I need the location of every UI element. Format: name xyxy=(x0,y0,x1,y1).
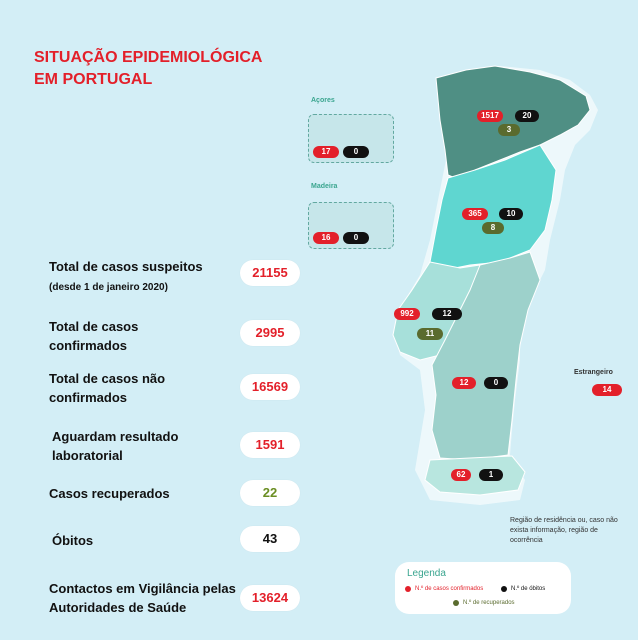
stat-label-aguardam: Aguardam resultado laboratorial xyxy=(52,429,179,463)
region-note: Região de residência ou, caso não exista informação, região de ocorrência xyxy=(510,517,618,544)
acores-confirmed-badge: 17 xyxy=(313,146,339,158)
algarve-confirmed-badge: 62 xyxy=(451,469,471,481)
algarve-deaths-badge: 1 xyxy=(479,469,503,481)
title-line-1: SITUAÇÃO EPIDEMIOLÓGICA xyxy=(34,49,263,66)
stat-value-suspeitos: 21155 xyxy=(240,260,300,286)
alentejo-deaths-badge: 0 xyxy=(484,377,508,389)
legend-confirmed-label: N.º de casos confirmados xyxy=(415,586,484,592)
stat-label-obitos: Óbitos xyxy=(52,533,94,548)
lisboa-confirmed-badge: 992 xyxy=(394,308,420,320)
stat-label-confirmados: Total de casos confirmados xyxy=(49,319,139,353)
legend-confirmed xyxy=(405,586,483,592)
lisboa-deaths-badge: 12 xyxy=(432,308,462,320)
stat-value-obitos: 43 xyxy=(240,526,300,552)
norte-recovered-badge: 3 xyxy=(498,124,520,136)
stat-label-nao-confirmados: Total de casos não confirmados xyxy=(49,371,166,405)
acores-deaths-badge: 0 xyxy=(343,146,369,158)
madeira-label: Madeira xyxy=(311,183,338,190)
region-algarve xyxy=(425,456,525,495)
alentejo-confirmed-badge: 12 xyxy=(452,377,476,389)
legend-recovered-label: N.º de recuperados xyxy=(463,600,515,606)
stat-value-recuperados: 22 xyxy=(240,480,300,506)
norte-deaths-badge: 20 xyxy=(515,110,539,122)
legend-deaths-label: N.º de óbitos xyxy=(511,586,546,592)
recovered-dot-icon xyxy=(453,600,459,606)
estrangeiro-label: Estrangeiro xyxy=(574,369,613,376)
stat-value-aguardam: 1591 xyxy=(240,432,300,458)
deaths-dot-icon xyxy=(501,586,507,592)
legend-deaths xyxy=(501,586,545,592)
lisboa-recovered-badge: 11 xyxy=(417,328,443,340)
norte-confirmed-badge: 1517 xyxy=(477,110,503,122)
legend-title: Legenda xyxy=(407,568,446,579)
madeira-deaths-badge: 0 xyxy=(343,232,369,244)
title-line-2: EM PORTUGAL xyxy=(34,71,153,88)
centro-confirmed-badge: 365 xyxy=(462,208,488,220)
centro-recovered-badge: 8 xyxy=(482,222,504,234)
centro-deaths-badge: 10 xyxy=(499,208,523,220)
estrangeiro-confirmed-badge: 14 xyxy=(592,384,622,396)
legend xyxy=(395,562,571,614)
stat-value-confirmados: 2995 xyxy=(240,320,300,346)
stat-label-contactos: Contactos em Vigilância pelas Autoridades de Saúde xyxy=(49,581,236,615)
stat-label-text: Total de casos suspeitos xyxy=(49,259,203,274)
stat-note: (desde 1 de janeiro 2020) xyxy=(49,282,168,293)
legend-recovered xyxy=(453,600,515,606)
stat-value-contactos: 13624 xyxy=(240,585,300,611)
madeira-confirmed-badge: 16 xyxy=(313,232,339,244)
stat-label-recuperados: Casos recuperados xyxy=(49,486,170,501)
confirmed-dot-icon xyxy=(405,586,411,592)
acores-label: Açores xyxy=(311,97,335,104)
stat-value-nao-confirmados: 16569 xyxy=(240,374,300,400)
